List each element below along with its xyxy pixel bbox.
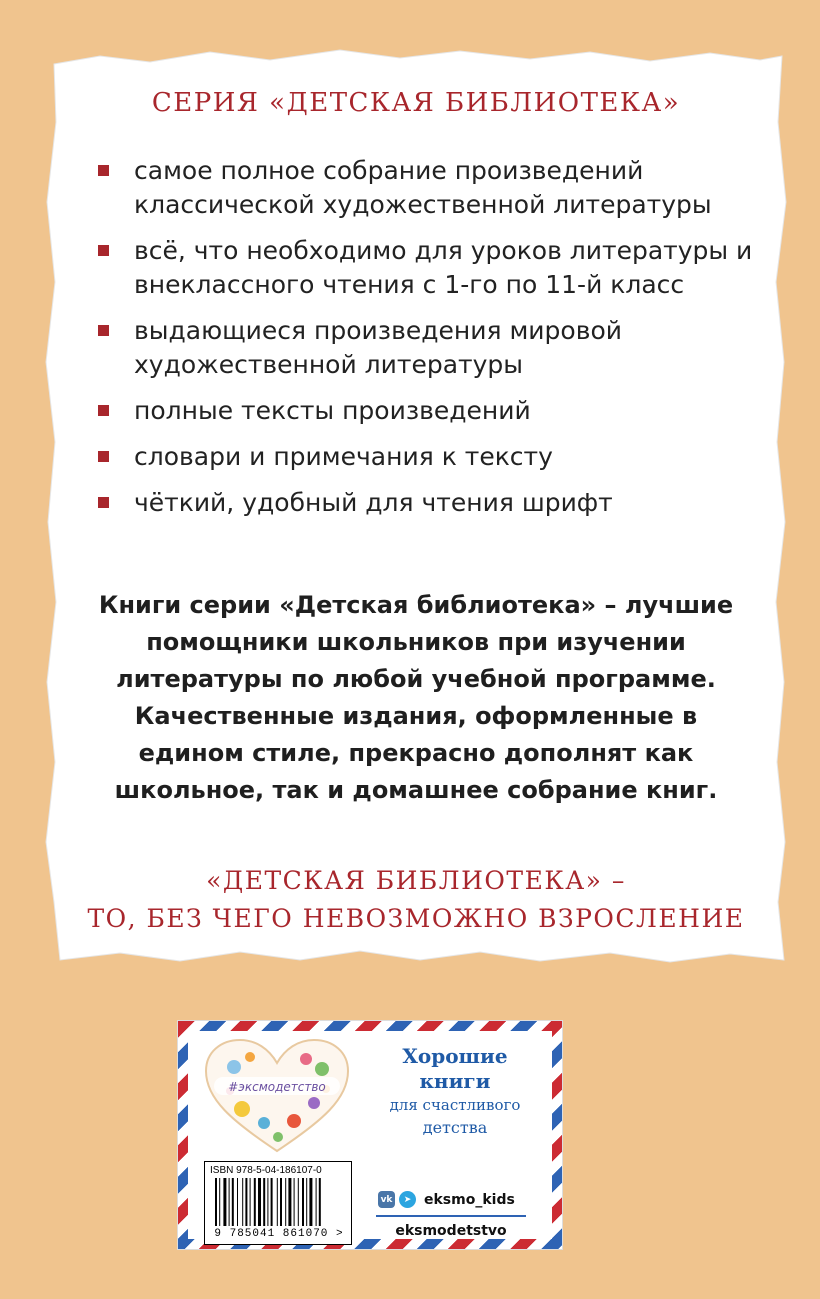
envelope-card	[177, 1020, 563, 1250]
social-handle[interactable]: eksmo_kids	[424, 1191, 515, 1208]
torn-paper-panel	[40, 42, 792, 972]
vk-icon[interactable]: vk	[378, 1191, 395, 1208]
square-bullet-icon	[98, 451, 109, 462]
list-item-text: самое полное собрание произведений классической художественной литературы	[134, 156, 712, 219]
list-item	[96, 394, 756, 428]
series-description: Книги серии «Детская библиотека» – лучшие помощники школьников при изучении литературы по любой учебной программе. Качественные издания, оформленные в едином стиле, прекрасно дополнят как школьное, так и домашнее собрание книг.	[98, 591, 734, 804]
list-item	[96, 440, 756, 474]
feature-list	[96, 154, 756, 532]
list-item	[96, 234, 756, 302]
square-bullet-icon	[98, 165, 109, 176]
envelope-card-inner	[188, 1031, 552, 1239]
telegram-icon[interactable]: ➤	[399, 1191, 416, 1208]
list-item-text: чёткий, удобный для чтения шрифт	[134, 488, 613, 517]
isbn-barcode	[204, 1161, 352, 1245]
list-item	[96, 154, 756, 222]
card-title-line-3: для счастливого	[389, 1096, 521, 1114]
site-handle[interactable]: eksmodetstvo	[395, 1223, 507, 1239]
barcode-digits: 9 785041 861070 >	[214, 1228, 344, 1240]
series-title: СЕРИЯ «ДЕТСКАЯ БИБЛИОТЕКА»	[151, 88, 681, 118]
list-item-text: всё, что необходимо для уроков литературы и внеклассного чтения с 1-го по 11-й класс	[134, 236, 753, 299]
barcode-icon	[213, 1178, 345, 1228]
slogan-line-1: «ДЕТСКАЯ БИБЛИОТЕКА» –	[206, 866, 626, 895]
square-bullet-icon	[98, 245, 109, 256]
square-bullet-icon	[98, 405, 109, 416]
list-item	[96, 486, 756, 520]
square-bullet-icon	[98, 497, 109, 508]
card-title	[360, 1043, 550, 1139]
list-item	[96, 314, 756, 382]
card-title-line-1: Хорошие	[402, 1044, 508, 1068]
square-bullet-icon	[98, 325, 109, 336]
list-item-text: полные тексты произведений	[134, 396, 531, 425]
list-item-text: словари и примечания к тексту	[134, 442, 553, 471]
card-title-line-4: детства	[422, 1118, 488, 1137]
series-slogan	[40, 862, 792, 938]
list-item-text: выдающиеся произведения мировой художественной литературы	[134, 316, 622, 379]
hashtag-label: #эксмодетство	[228, 1080, 326, 1094]
divider	[376, 1215, 526, 1217]
isbn-label: ISBN 978-5-04-186107-0	[210, 1165, 322, 1176]
social-row	[378, 1191, 515, 1208]
slogan-line-2: ТО, БЕЗ ЧЕГО НЕВОЗМОЖНО ВЗРОСЛЕНИЕ	[87, 904, 745, 933]
heart-logo-icon	[202, 1037, 352, 1157]
card-title-line-2: книги	[419, 1069, 491, 1093]
